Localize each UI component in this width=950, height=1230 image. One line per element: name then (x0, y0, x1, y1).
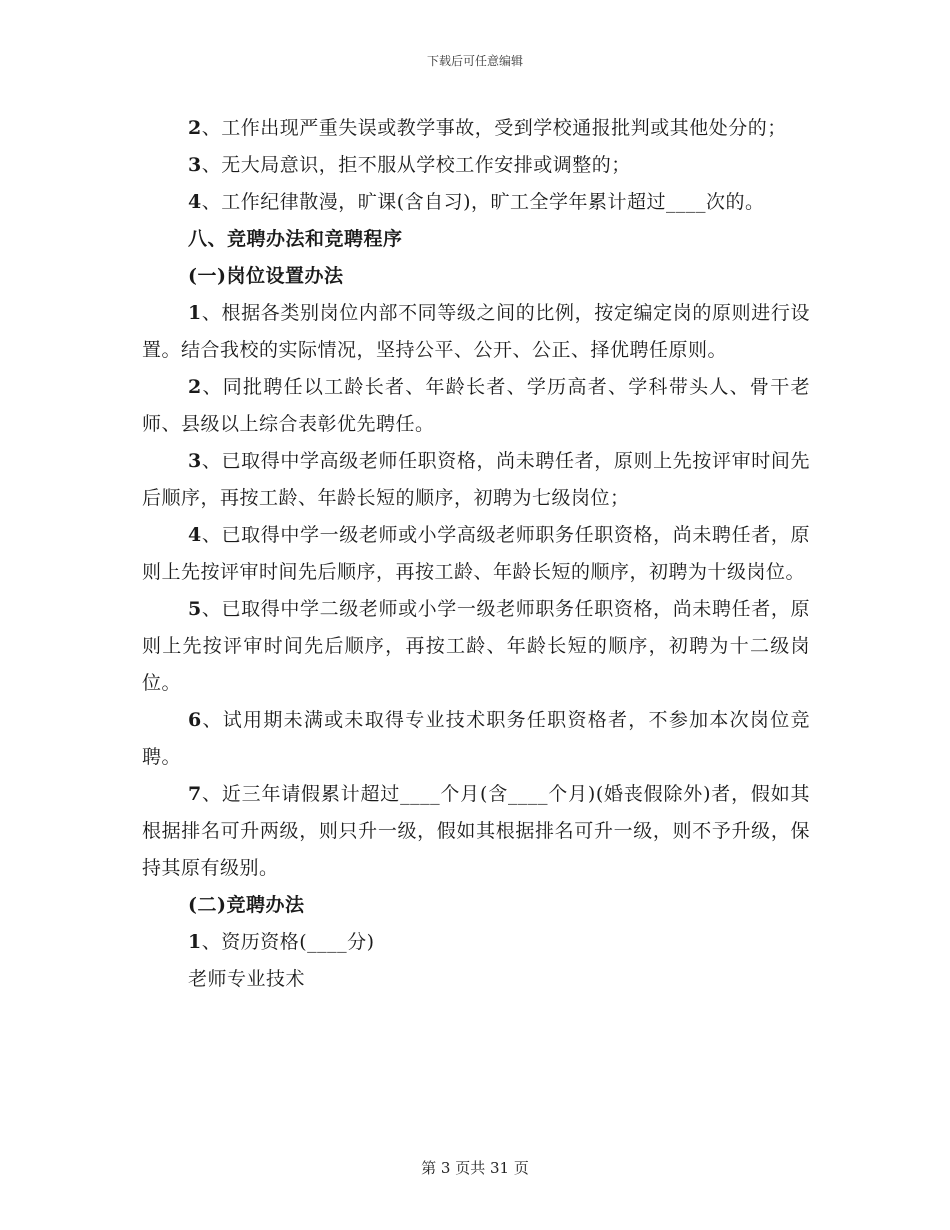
page-footer: 第 3 页共 31 页 (421, 1159, 529, 1177)
section-heading-8: 八、竞聘办法和竞聘程序 (188, 228, 403, 250)
paragraph-setup-4: 4、已取得中学一级老师或小学高级老师职务任职资格，尚未聘任者，原则上先按评审时间先后顺序，再按工龄、年龄长短的顺序，初聘为十级岗位。 (142, 524, 810, 583)
paragraph-setup-1: 1、根据各类别岗位内部不同等级之间的比例，按定编定岗的原则进行设置。结合我校的实际情况，坚持公平、公开、公正、择优聘任原则。 (142, 302, 810, 361)
subsection-heading-1: (一)岗位设置办法 (188, 265, 344, 287)
paragraph-setup-3: 3、已取得中学高级老师任职资格，尚未聘任者，原则上先按评审时间先后顺序，再按工龄、年龄长短的顺序，初聘为七级岗位； (142, 450, 810, 509)
paragraph-method-1: 1、资历资格(____分) (188, 931, 375, 953)
page-header: 下载后可任意编辑 (426, 54, 523, 68)
paragraph-item-3-no-overall-view: 3、无大局意识，拒不服从学校工作安排或调整的； (188, 154, 631, 176)
paragraph-teacher-tech: 老师专业技术 (188, 968, 306, 990)
paragraph-item-4-discipline: 4、工作纪律散漫，旷课(含自习)，旷工全学年累计超过____次的。 (188, 191, 765, 213)
paragraph-setup-5: 5、已取得中学二级老师或小学一级老师职务任职资格，尚未聘任者，原则上先按评审时间先后顺序，再按工龄、年龄长短的顺序，初聘为十二级岗位。 (142, 598, 810, 694)
paragraph-item-2-serious-error: 2、工作出现严重失误或教学事故，受到学校通报批判或其他处分的； (188, 117, 787, 139)
paragraph-setup-2: 2、同批聘任以工龄长者、年龄长者、学历高者、学科带头人、骨干老师、县级以上综合表彰优先聘任。 (142, 376, 810, 435)
document-body (142, 110, 810, 998)
paragraph-setup-6: 6、试用期未满或未取得专业技术职务任职资格者，不参加本次岗位竞聘。 (142, 709, 810, 768)
subsection-heading-2: (二)竞聘办法 (188, 894, 305, 916)
paragraph-setup-7: 7、近三年请假累计超过____个月(含____个月)(婚丧假除外)者，假如其根据排名可升两级，则只升一级，假如其根据排名可升一级，则不予升级，保持其原有级别。 (142, 783, 810, 879)
